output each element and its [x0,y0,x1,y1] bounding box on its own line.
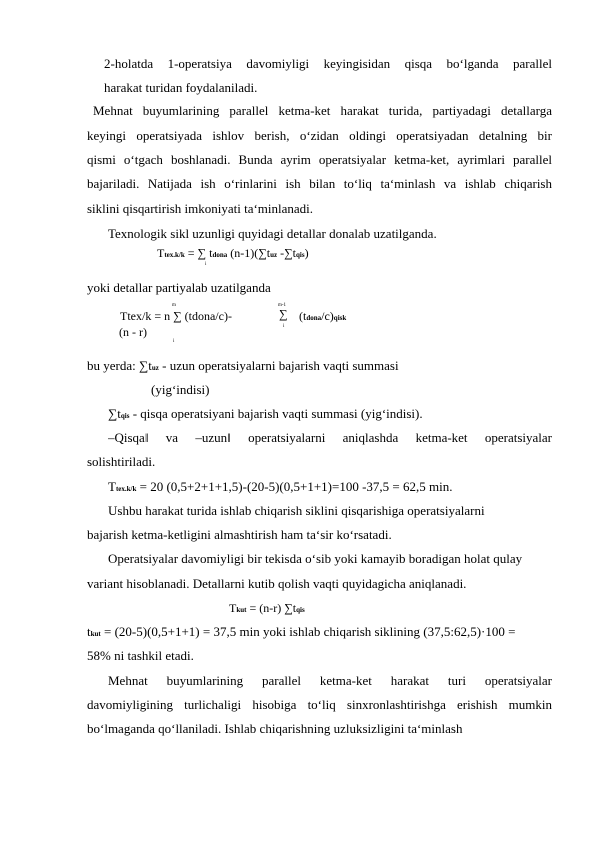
paragraph-8-T-sub: tex.k/k [115,485,137,493]
paragraph-9-line-2: bajarish ketma-ketligini almashtirish ham ta‘sir ko‘rsatadi. [87,527,392,542]
formula-2-rhs-sub: dona [306,314,322,322]
paragraph-11-line-1 [87,624,515,642]
paragraph-8-rest: = 20 (0,5+2+1+1,5)-(20-5)(0,5+1+1)=100 -37,5 = 62,5 min. [136,479,453,494]
paragraph-6-line-1 [108,406,423,424]
formula-waiting-time [229,601,305,617]
formula-1-sum-short: ∑t [284,246,296,260]
formula-1-t: t [209,246,213,260]
formula-1-mid: (n-1)( [227,246,259,260]
formula-1-T: T [157,246,165,260]
formula-2-denominator: (n - r) [119,325,147,339]
paragraph-2-line-3: qismi o‘tgach boshlanadi. Bunda ayrim operatsiyalar ketma-ket, ayrimlari parallel [87,152,552,167]
paragraph-1-line-2: harakat turidan foydalaniladi. [104,80,258,95]
paragraph-12-line-3: bo‘lmaganda qo‘llaniladi. Ishlab chiqarishning uzluksizligini ta‘minlash [87,721,463,736]
paragraph-10-line-2: variant hisoblanadi. Detallarni kutib qolish vaqti quyidagicha aniqlanadi. [87,576,467,591]
formula-2-upper-m: m [172,303,176,308]
formula-2-lhs: Ttex/k = n ∑ (tdona/c)- [120,309,232,323]
formula-1-T-sub: tex.k/k [164,251,185,259]
formula-2-index-2: i [173,339,175,344]
formula-1-dash: - [277,246,285,260]
formula-3-mid: = (n-r) [246,601,285,615]
formula-1-eq: = ∑ [184,246,210,260]
paragraph-11-t: t [87,624,91,639]
paragraph-8-line-1 [108,479,452,497]
paragraph-11-t-sub: kut [90,630,101,638]
paragraph-2-line-1: Mehnat buyumlarining parallel ketma-ket harakat turida, partiyadagi detallarga [93,103,552,118]
paragraph-5-sym-sub: uz [151,364,159,372]
formula-1-index: i [205,262,207,267]
formula-2-sum: ∑ [279,307,288,321]
paragraph-5-line-1 [87,358,399,376]
paragraph-5-line-2: (yig‘indisi) [151,382,210,397]
paragraph-11-rest: = (20-5)(0,5+1+1) = 37,5 min yoki ishlab chiqarish siklining (37,5:62,5)·100 = [100,624,516,639]
paragraph-6-sym: ∑t [108,406,121,421]
formula-1-sum-long: ∑t [258,246,271,260]
formula-1-sum-short-sub: qis [296,251,305,259]
paragraph-11-line-2: 58% ni tashkil etadi. [87,648,194,663]
paragraph-5-prefix: bu yerda: [87,358,139,373]
formula-cycle-length-piece [157,246,309,262]
formula-2-index-1: i [283,324,285,329]
formula-3-T-sub: kut [236,606,247,614]
paragraph-8-T: T [108,479,116,494]
paragraph-3-line-1: Texnologik sikl uzunligi quyidagi detallar donalab uzatilganda. [108,226,437,241]
formula-2-upper-m1: m-1 [278,303,287,308]
formula-3-T: T [229,601,237,615]
formula-1-t-sub: dona [212,251,228,259]
formula-2-rhs [299,309,346,325]
paragraph-7-line-1: ‒Qisqa‖ va ‒uzun‖ operatsiyalarni aniqlashda ketma-ket operatsiyalar [108,430,552,445]
paragraph-6-rest: - qisqa operatsiyani bajarish vaqti summasi (yig‘indisi). [129,406,423,421]
paragraph-12-line-2: davomiyligining turlichaligi hisobiga to‘liq sinxronlashtirishga erishish mumkin [87,697,552,712]
formula-3-sum: ∑t [284,601,297,615]
formula-2-rhs-sub2: qisk [333,314,347,322]
paragraph-6-sym-sub: qis [120,412,130,420]
paragraph-7-line-2: solishtiriladi. [87,454,156,469]
formula-2-rhs-mid: /c) [321,309,334,323]
paragraph-4-line-1: yoki detallar partiyalab uzatilganda [87,280,271,295]
paragraph-9-line-1: Ushbu harakat turida ishlab chiqarish siklini qisqarishiga operatsiyalarni [108,503,485,518]
paragraph-2-line-5: siklini qisqartirish imkoniyati ta‘minlanadi. [87,201,314,216]
formula-1-sum-long-sub: uz [270,251,278,259]
formula-3-sum-sub: qis [296,606,305,614]
paragraph-1-line-1: 2-holatda 1-operatsiya davomiyligi keyingisidan qisqa bo‘lganda parallel [104,56,552,71]
formula-1-close: ) [304,246,309,260]
paragraph-5-rest: - uzun operatsiyalarni bajarish vaqti summasi [158,358,399,373]
paragraph-10-line-1: Operatsiyalar davomiyligi bir tekisda o‘sib yoki kamayib boradigan holat qulay [108,551,523,566]
paragraph-5-sym: ∑t [138,358,152,373]
paragraph-12-line-1: Mehnat buyumlarining parallel ketma-ket harakat turi operatsiyalar [108,673,552,688]
formula-2-rhs-open: (t [299,309,307,323]
paragraph-2-line-2: keyingi operatsiyada ishlov berish, o‘zidan oldingi operatsiyadan detalning bir [87,128,552,143]
paragraph-2-line-4: bajariladi. Natijada ish o‘rinlarini ish bilan to‘liq ta‘minlash va ishlab chiqarish [87,176,552,191]
